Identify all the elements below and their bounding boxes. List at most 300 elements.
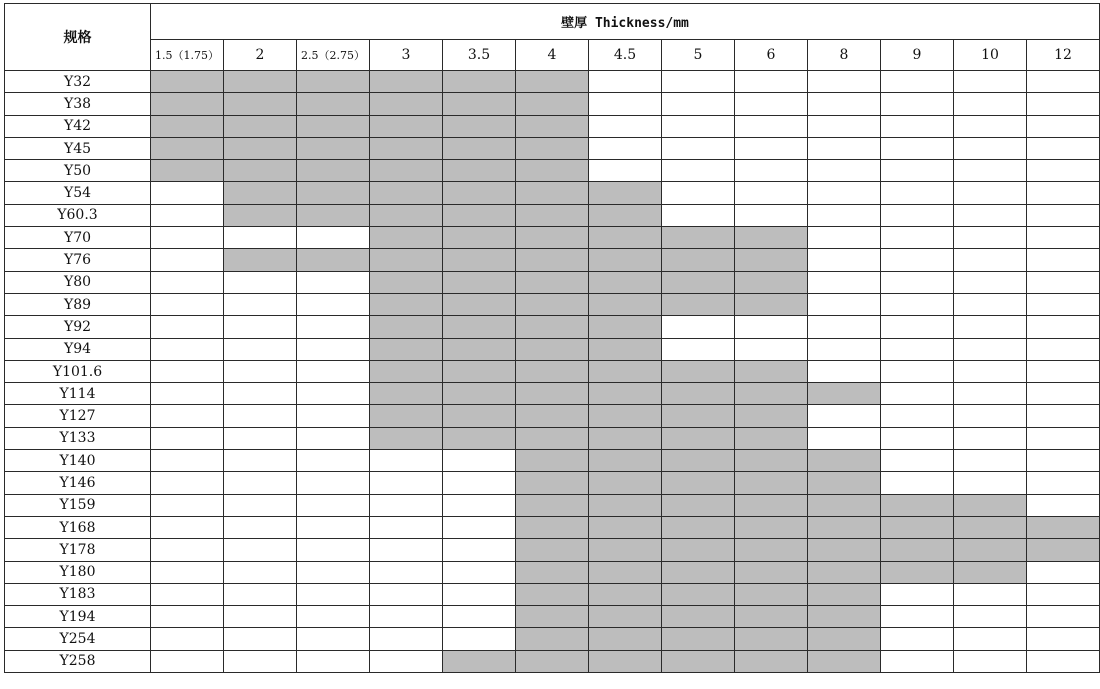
empty-cell [881,316,954,338]
empty-cell [808,249,881,271]
empty-cell [151,227,224,249]
empty-cell [224,539,297,561]
available-cell [516,650,589,672]
empty-cell [881,427,954,449]
empty-cell [1027,628,1100,650]
empty-cell [443,494,516,516]
available-cell [662,360,735,382]
empty-cell [808,405,881,427]
available-cell [808,450,881,472]
available-cell [662,450,735,472]
empty-cell [881,204,954,226]
empty-cell [954,271,1027,293]
empty-cell [224,427,297,449]
available-cell [151,115,224,137]
available-cell [370,93,443,115]
empty-cell [735,182,808,204]
thickness-column-header: 5 [662,39,735,70]
available-cell [370,316,443,338]
empty-cell [881,650,954,672]
spec-label: Y38 [5,93,151,115]
empty-cell [808,338,881,360]
table-row [5,204,1100,226]
available-cell [808,472,881,494]
available-cell [662,516,735,538]
available-cell [443,115,516,137]
empty-cell [662,338,735,360]
empty-cell [735,204,808,226]
empty-cell [954,182,1027,204]
empty-cell [954,583,1027,605]
thickness-values-row [5,39,1100,70]
empty-cell [662,137,735,159]
empty-cell [808,271,881,293]
empty-cell [151,427,224,449]
empty-cell [662,93,735,115]
empty-cell [443,472,516,494]
available-cell [662,561,735,583]
available-cell [735,494,808,516]
spec-label: Y180 [5,561,151,583]
empty-cell [954,360,1027,382]
empty-cell [735,160,808,182]
table-row [5,427,1100,449]
empty-cell [224,227,297,249]
available-cell [370,360,443,382]
available-cell [443,316,516,338]
empty-cell [954,204,1027,226]
empty-cell [954,115,1027,137]
empty-cell [881,338,954,360]
empty-cell [881,450,954,472]
empty-cell [881,227,954,249]
empty-cell [1027,472,1100,494]
empty-cell [589,137,662,159]
available-cell [224,93,297,115]
table-row [5,271,1100,293]
empty-cell [151,360,224,382]
table-row [5,405,1100,427]
empty-cell [1027,93,1100,115]
empty-cell [808,182,881,204]
available-cell [370,71,443,93]
empty-cell [881,182,954,204]
available-cell [589,227,662,249]
empty-cell [443,628,516,650]
empty-cell [954,316,1027,338]
available-cell [589,204,662,226]
empty-cell [954,338,1027,360]
available-cell [589,271,662,293]
available-cell [443,360,516,382]
empty-cell [954,650,1027,672]
table-row [5,249,1100,271]
table-row [5,293,1100,315]
empty-cell [954,71,1027,93]
available-cell [443,137,516,159]
available-cell [224,115,297,137]
available-cell [370,405,443,427]
empty-cell [1027,494,1100,516]
empty-cell [808,293,881,315]
available-cell [662,427,735,449]
empty-cell [881,137,954,159]
available-cell [662,494,735,516]
available-cell [443,227,516,249]
thickness-header: 壁厚 Thickness/mm [151,4,1100,40]
empty-cell [224,628,297,650]
spec-label: Y183 [5,583,151,605]
available-cell [589,650,662,672]
empty-cell [443,450,516,472]
available-cell [1027,539,1100,561]
available-cell [516,182,589,204]
available-cell [589,360,662,382]
available-cell [589,427,662,449]
empty-cell [297,516,370,538]
empty-cell [881,583,954,605]
available-cell [662,583,735,605]
empty-cell [297,606,370,628]
spec-label: Y127 [5,405,151,427]
available-cell [443,650,516,672]
available-cell [224,204,297,226]
available-cell [370,293,443,315]
available-cell [662,650,735,672]
available-cell [662,628,735,650]
empty-cell [954,450,1027,472]
empty-cell [1027,427,1100,449]
spec-column-header: 规格 [5,4,151,71]
empty-cell [224,450,297,472]
available-cell [224,182,297,204]
empty-cell [297,360,370,382]
available-cell [516,271,589,293]
available-cell [224,137,297,159]
empty-cell [297,539,370,561]
available-cell [224,249,297,271]
available-cell [516,93,589,115]
available-cell [443,271,516,293]
empty-cell [1027,249,1100,271]
empty-cell [735,71,808,93]
available-cell [735,583,808,605]
available-cell [881,561,954,583]
empty-cell [151,494,224,516]
empty-cell [881,249,954,271]
available-cell [589,383,662,405]
empty-cell [589,115,662,137]
empty-cell [370,472,443,494]
empty-cell [881,383,954,405]
thickness-column-header: 4 [516,39,589,70]
empty-cell [224,360,297,382]
spec-label: Y146 [5,472,151,494]
table-row [5,360,1100,382]
empty-cell [954,628,1027,650]
empty-cell [297,383,370,405]
empty-cell [297,271,370,293]
available-cell [151,93,224,115]
available-cell [1027,516,1100,538]
table-row [5,338,1100,360]
thickness-column-header: 4.5 [589,39,662,70]
thickness-column-header: 1.5（1.75） [151,39,224,70]
empty-cell [224,516,297,538]
available-cell [516,293,589,315]
empty-cell [1027,405,1100,427]
empty-cell [954,227,1027,249]
empty-cell [443,561,516,583]
available-cell [589,182,662,204]
available-cell [516,249,589,271]
empty-cell [662,160,735,182]
table-row [5,137,1100,159]
thickness-column-header: 6 [735,39,808,70]
empty-cell [297,338,370,360]
empty-cell [881,115,954,137]
table-row [5,516,1100,538]
thickness-column-header: 9 [881,39,954,70]
available-cell [881,539,954,561]
table-row [5,383,1100,405]
available-cell [808,628,881,650]
available-cell [151,160,224,182]
available-cell [297,249,370,271]
empty-cell [881,293,954,315]
available-cell [589,293,662,315]
available-cell [808,539,881,561]
empty-cell [151,516,224,538]
empty-cell [224,606,297,628]
available-cell [297,160,370,182]
empty-cell [224,472,297,494]
available-cell [589,249,662,271]
empty-cell [954,160,1027,182]
table-row [5,227,1100,249]
empty-cell [151,650,224,672]
empty-cell [151,383,224,405]
available-cell [954,539,1027,561]
empty-cell [370,494,443,516]
available-cell [735,360,808,382]
empty-cell [662,316,735,338]
available-cell [808,650,881,672]
empty-cell [954,383,1027,405]
available-cell [662,293,735,315]
empty-cell [443,539,516,561]
available-cell [589,583,662,605]
empty-cell [151,450,224,472]
available-cell [954,516,1027,538]
table-row [5,472,1100,494]
available-cell [516,338,589,360]
available-cell [516,472,589,494]
available-cell [297,182,370,204]
empty-cell [297,628,370,650]
empty-cell [224,494,297,516]
empty-cell [1027,583,1100,605]
empty-cell [297,450,370,472]
empty-cell [297,405,370,427]
available-cell [516,539,589,561]
available-cell [443,293,516,315]
available-cell [370,137,443,159]
empty-cell [735,338,808,360]
available-cell [443,405,516,427]
empty-cell [151,204,224,226]
available-cell [151,137,224,159]
available-cell [516,204,589,226]
empty-cell [881,71,954,93]
available-cell [589,539,662,561]
available-cell [370,115,443,137]
available-cell [370,160,443,182]
empty-cell [881,405,954,427]
empty-cell [735,93,808,115]
available-cell [443,383,516,405]
empty-cell [954,472,1027,494]
table-row [5,160,1100,182]
available-cell [589,516,662,538]
empty-cell [1027,383,1100,405]
empty-cell [808,427,881,449]
available-cell [881,494,954,516]
available-cell [224,160,297,182]
available-cell [735,516,808,538]
available-cell [662,227,735,249]
spec-label: Y42 [5,115,151,137]
available-cell [516,227,589,249]
empty-cell [224,583,297,605]
empty-cell [1027,137,1100,159]
available-cell [662,249,735,271]
table-row [5,450,1100,472]
empty-cell [1027,606,1100,628]
available-cell [735,472,808,494]
empty-cell [151,293,224,315]
empty-cell [808,160,881,182]
empty-cell [1027,360,1100,382]
available-cell [370,227,443,249]
empty-cell [151,249,224,271]
empty-cell [370,628,443,650]
empty-cell [297,494,370,516]
spec-label: Y114 [5,383,151,405]
table-row [5,606,1100,628]
empty-cell [370,583,443,605]
available-cell [516,583,589,605]
spec-label: Y133 [5,427,151,449]
empty-cell [1027,450,1100,472]
available-cell [735,450,808,472]
empty-cell [954,293,1027,315]
empty-cell [735,115,808,137]
empty-cell [808,204,881,226]
available-cell [589,628,662,650]
available-cell [589,494,662,516]
table-row [5,494,1100,516]
available-cell [735,271,808,293]
empty-cell [881,160,954,182]
empty-cell [808,137,881,159]
available-cell [954,494,1027,516]
table-row [5,115,1100,137]
available-cell [516,160,589,182]
available-cell [954,561,1027,583]
available-cell [808,561,881,583]
available-cell [443,204,516,226]
spec-label: Y178 [5,539,151,561]
available-cell [589,405,662,427]
available-cell [297,71,370,93]
available-cell [516,405,589,427]
empty-cell [1027,227,1100,249]
empty-cell [151,182,224,204]
available-cell [516,71,589,93]
available-cell [370,338,443,360]
table-row [5,539,1100,561]
empty-cell [1027,71,1100,93]
empty-cell [151,539,224,561]
empty-cell [151,628,224,650]
available-cell [516,628,589,650]
thickness-column-header: 3 [370,39,443,70]
available-cell [297,137,370,159]
available-cell [735,427,808,449]
empty-cell [954,249,1027,271]
spec-label: Y254 [5,628,151,650]
empty-cell [881,472,954,494]
available-cell [808,494,881,516]
available-cell [516,516,589,538]
available-cell [151,71,224,93]
empty-cell [370,561,443,583]
available-cell [516,383,589,405]
empty-cell [808,93,881,115]
empty-cell [297,316,370,338]
spec-label: Y89 [5,293,151,315]
empty-cell [151,338,224,360]
spec-label: Y94 [5,338,151,360]
empty-cell [1027,182,1100,204]
empty-cell [881,93,954,115]
table-row [5,561,1100,583]
empty-cell [151,405,224,427]
empty-cell [662,182,735,204]
spec-thickness-table [4,3,1100,673]
empty-cell [370,606,443,628]
empty-cell [297,650,370,672]
spec-label: Y60.3 [5,204,151,226]
available-cell [735,606,808,628]
available-cell [443,427,516,449]
available-cell [735,539,808,561]
empty-cell [151,472,224,494]
empty-cell [151,561,224,583]
available-cell [297,204,370,226]
thickness-column-header: 8 [808,39,881,70]
available-cell [735,383,808,405]
available-cell [881,516,954,538]
available-cell [735,405,808,427]
available-cell [808,516,881,538]
spec-label: Y54 [5,182,151,204]
spec-label: Y140 [5,450,151,472]
available-cell [662,606,735,628]
empty-cell [224,338,297,360]
empty-cell [297,427,370,449]
